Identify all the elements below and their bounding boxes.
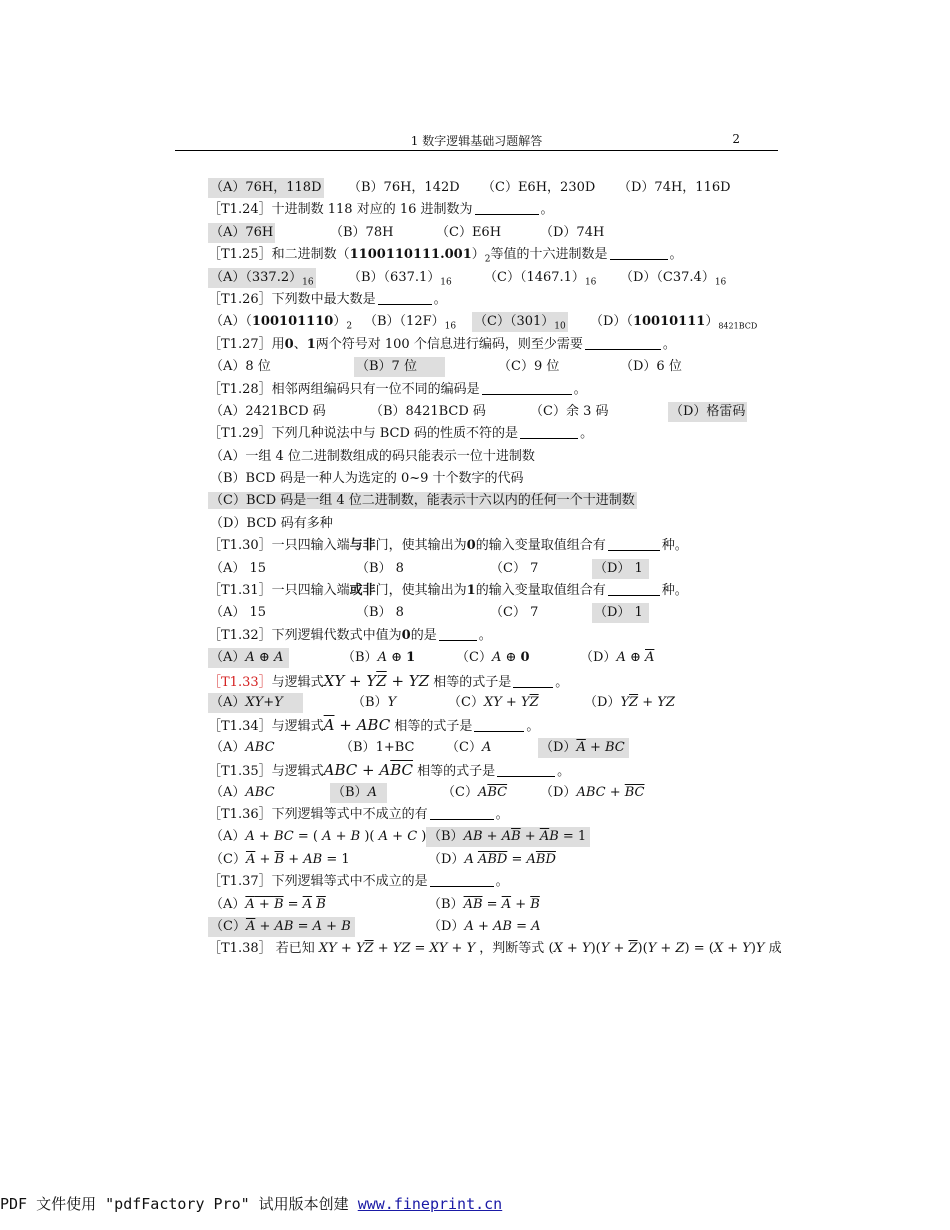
q134-option-a: （A）ABC xyxy=(210,739,275,755)
q134-stem: ［T1.34］与逻辑式$\overline{A}$ + ABC 相等的式子是 。 xyxy=(208,716,540,735)
q127-option-a: （A）8 位 xyxy=(210,359,271,375)
q134-id: ［T1.34］ xyxy=(208,719,272,735)
q124-option-c: （C）E6H xyxy=(436,224,502,240)
q128-id: ［T1.28］ xyxy=(208,381,272,397)
q125-post2: 等值的十六进制数是 xyxy=(490,247,608,263)
q128-option-d: （D）格雷码 xyxy=(668,402,747,422)
q133-option-b: （B）Y xyxy=(352,694,397,710)
q130-option-c: （C） 7 xyxy=(490,560,539,576)
q135-stem: ［T1.35］与逻辑式ABC + $A\overline{BC}$ 相等的式子是 。 xyxy=(208,761,571,780)
q124-option-b: （B）78H xyxy=(330,224,394,240)
q127-option-b: （B）7 位 xyxy=(354,357,445,377)
q136-option-d: （D）A $\overline{ABD} = A\overline{BD}$ xyxy=(428,851,556,867)
q127-stem: ［T1.27］用0、1两个符号对 100 个信息进行编码，则至少需要 。 xyxy=(208,336,676,352)
q130-options xyxy=(208,558,768,580)
q125-pre: 和二进制数（ xyxy=(271,247,350,263)
q125-end: 。 xyxy=(669,247,683,263)
answer-blank xyxy=(513,673,553,688)
q131-option-b: （B） 8 xyxy=(356,605,404,621)
q137-option-a: $(A)A + B = \overline{A}$ $\overline{B}$ xyxy=(210,896,326,912)
q127-options xyxy=(208,356,768,378)
q132-option-c: （C）A ⊕ 0 xyxy=(456,650,530,666)
q129-option-d: （D）BCD 码有多种 xyxy=(210,515,333,531)
q127-symbol-0: 0 xyxy=(284,336,294,352)
q126-stem xyxy=(208,289,768,311)
q136-option-a: （A）A + BC = ( A + B )( A + C ) xyxy=(210,829,427,845)
q128-stem: ［T1.28］相邻两组编码只有一位不同的编码是 。 xyxy=(208,381,587,397)
q134-option-b: （B）1+BC xyxy=(340,739,415,755)
q133-stem: ［T1.33］与逻辑式XY + $Y\overline{Z}$ + YZ 相等的式子是 。 xyxy=(208,671,569,690)
header-title: 1 数字逻辑基础习题解答 xyxy=(410,134,543,148)
q133-option-a: （A）XY+Y xyxy=(208,693,303,713)
q123-option-b: （B）76H，142D xyxy=(348,180,460,195)
q129-option-a: （A）一组 4 位二进制数组成的码只能表示一位十进制数 xyxy=(210,448,535,464)
q136-option-c: $(C)\overline{A} + \overline{B}$ + AB = 1 xyxy=(210,851,350,867)
q136-stem: ［T1.36］下列逻辑等式中不成立的有 。 xyxy=(208,806,509,822)
q129-option-c: （C）BCD 码是一组 4 位二进制数，能表示十六以内的任何一个十进制数 xyxy=(210,493,635,509)
q129-stem: ［T1.29］下列几种说法中与 BCD 码的性质不符的是 。 xyxy=(208,426,594,442)
q130-option-d: （D） 1 xyxy=(592,559,649,579)
q127-pre: 用 xyxy=(271,336,285,352)
answer-blank xyxy=(608,536,660,551)
q132-id: ［T1.32］ xyxy=(208,627,272,643)
answer-blank xyxy=(430,872,494,887)
q123-options xyxy=(208,177,768,199)
answer-blank xyxy=(475,200,539,215)
q124-text: 十进制数 118 对应的 16 进制数为 xyxy=(271,202,473,218)
q125-option-c: $(C)(1467.1)_{16}$ xyxy=(484,269,597,288)
q132-options xyxy=(208,647,768,669)
q127-id: ［T1.27］ xyxy=(208,336,272,352)
q130-option-b: （B） 8 xyxy=(356,560,404,576)
q131-stem: ［T1.31］一只四输入端或非门，使其输出为1的输入变量取值组合有 种。 xyxy=(208,583,688,599)
q136-id: ［T1.36］ xyxy=(208,806,272,822)
q137-id: ［T1.37］ xyxy=(208,874,272,890)
q124-id: ［T1.24］ xyxy=(208,202,272,218)
q138-id: ［T1.38］ xyxy=(208,941,272,957)
q125-option-a: $(A)(337.2)_{16}$ xyxy=(210,269,314,288)
q126-option-b: $(B)(12F)_{16}$ xyxy=(364,314,457,332)
q125-option-b: $(B)(637.1)_{16}$ xyxy=(348,269,452,288)
q126-end: 。 xyxy=(433,291,447,307)
q135-option-d: $(D)ABC + \overline{BC}$ xyxy=(540,784,645,800)
q132-stem: ［T1.32］下列逻辑代数式中值为0的是 。 xyxy=(208,627,492,643)
answer-blank xyxy=(497,762,555,777)
q128-options xyxy=(208,401,768,423)
answer-blank xyxy=(439,626,477,641)
q138-stem: ［T1.38］ 若已知 XY + $Y\overline{Z}$ + YZ = XY + Y ，判断等式 $(X + Y)(Y + \overline{Z})(Y + Z) = (X + Y)Y$ 成 xyxy=(208,941,782,957)
q126-option-c: $(C)(301)_{10}$ xyxy=(474,314,566,332)
page-header xyxy=(175,128,778,151)
q124-option-d: （D）74H xyxy=(540,224,605,240)
answer-blank xyxy=(608,581,660,596)
q124-stem xyxy=(208,199,768,221)
q137-option-b: $(B)\overline{AB} = \overline{A} + \overline{B}$ xyxy=(428,896,540,912)
q126-id: ［T1.26］ xyxy=(208,291,272,307)
q125-stem xyxy=(208,244,768,266)
q136-option-b: $(B)AB + A\overline{B} + \overline{A}B = 1$ xyxy=(426,827,590,847)
q134-option-c: （C）A xyxy=(446,739,492,755)
q137-option-d: （D）A + AB = A xyxy=(428,918,541,934)
q123-option-d: （D）74H，116D xyxy=(618,180,731,195)
q123-option-c: （C）E6H，230D xyxy=(482,180,596,195)
answer-blank xyxy=(378,290,432,305)
footer-link[interactable]: www.fineprint.cn xyxy=(357,1195,503,1213)
q129-id: ［T1.29］ xyxy=(208,426,272,442)
q126-option-a: $(A)(100101110)_2$ xyxy=(210,314,353,332)
q123-option-a: （A）76H，118D xyxy=(208,178,324,198)
q125-id: ［T1.25］ xyxy=(208,247,272,263)
q127-option-d: （D）6 位 xyxy=(620,359,682,375)
q132-option-a: （A）A ⊕ A xyxy=(208,648,289,668)
q131-option-a: （A） 15 xyxy=(210,605,267,621)
q135-id: ［T1.35］ xyxy=(208,764,272,780)
q131-option-d: （D） 1 xyxy=(592,603,649,623)
q133-id: ［T1.33］ xyxy=(208,674,272,690)
q128-option-c: （C）余 3 码 xyxy=(530,403,609,419)
q128-option-a: （A）2421BCD 码 xyxy=(210,403,326,419)
q129-text: 下列几种说法中与 BCD 码的性质不符的是 xyxy=(271,426,519,442)
q137-stem: ［T1.37］下列逻辑等式中不成立的是 。 xyxy=(208,874,509,890)
q131-options xyxy=(208,602,768,624)
q127-post: 两个符号对 100 个信息进行编码，则至少需要 xyxy=(315,336,583,352)
q137-options-ab xyxy=(208,894,768,916)
q131-gate: 或非 xyxy=(349,583,376,599)
q125-post: ） xyxy=(471,247,485,263)
q135-option-b: （B）A xyxy=(330,783,387,803)
answer-blank xyxy=(474,717,524,732)
footer-text: PDF 文件使用 "pdfFactory Pro" 试用版本创建 xyxy=(0,1195,358,1213)
answer-blank xyxy=(585,335,661,350)
q137-option-c: $(C)\overline{A}$ + AB = A + B xyxy=(208,917,355,937)
q135-option-c: $(C)A\overline{BC}$ xyxy=(442,784,508,800)
q128-option-b: （B）8421BCD 码 xyxy=(370,403,486,419)
q132-option-d: （D）A ⊕ $\overline{A}$ xyxy=(580,650,655,666)
q137-options-cd xyxy=(208,916,768,938)
question-list xyxy=(208,177,782,961)
q134-option-d: $(D)\overline{A}$ + BC xyxy=(538,738,629,758)
q130-stem: ［T1.30］一只四输入端与非门，使其输出为0的输入变量取值组合有 种。 xyxy=(208,538,688,554)
q125-sub: 2 xyxy=(484,254,491,265)
pdf-footer xyxy=(0,1193,502,1214)
q130-id: ［T1.30］ xyxy=(208,538,272,554)
q129-option-b: （B）BCD 码是一种人为选定的 0~9 十个数字的代码 xyxy=(210,471,524,487)
q125-number: 1100110111.001 xyxy=(349,247,472,263)
q136-options-ab xyxy=(208,826,768,848)
q131-id: ［T1.31］ xyxy=(208,583,272,599)
answer-blank xyxy=(430,805,494,820)
q125-option-d: $(D)(C37.4)_{16}$ xyxy=(620,269,727,288)
answer-blank xyxy=(520,424,578,439)
q127-symbol-1: 1 xyxy=(306,336,316,352)
q127-option-c: （C）9 位 xyxy=(498,359,560,375)
q135-options xyxy=(208,782,768,804)
q126-text: 下列数中最大数是 xyxy=(271,291,376,307)
q136-options-cd xyxy=(208,849,768,871)
q124-option-a: （A）76H xyxy=(208,223,275,243)
q134-options xyxy=(208,737,768,759)
answer-blank xyxy=(482,380,572,395)
q124-end: 。 xyxy=(540,202,554,218)
q131-option-c: （C） 7 xyxy=(490,605,539,621)
q130-option-a: （A） 15 xyxy=(210,560,267,576)
q126-options xyxy=(208,311,768,333)
q124-options xyxy=(208,222,768,244)
q132-option-b: （B）A ⊕ 1 xyxy=(342,650,416,666)
q133-option-d: $(D)Y\overline{Z}$ + YZ xyxy=(584,694,675,710)
q133-options xyxy=(208,692,768,714)
answer-blank xyxy=(610,245,668,260)
q130-gate: 与非 xyxy=(349,538,376,554)
page-number: 2 xyxy=(732,132,740,146)
q125-options xyxy=(208,267,768,289)
q133-option-c: $(C)XY + Y\overline{Z}$ xyxy=(448,694,539,710)
q135-option-a: （A）ABC xyxy=(210,784,275,800)
q128-text: 相邻两组编码只有一位不同的编码是 xyxy=(271,381,480,397)
q126-option-d: $(D)(10010111)_{8421BCD}$ xyxy=(590,314,758,331)
